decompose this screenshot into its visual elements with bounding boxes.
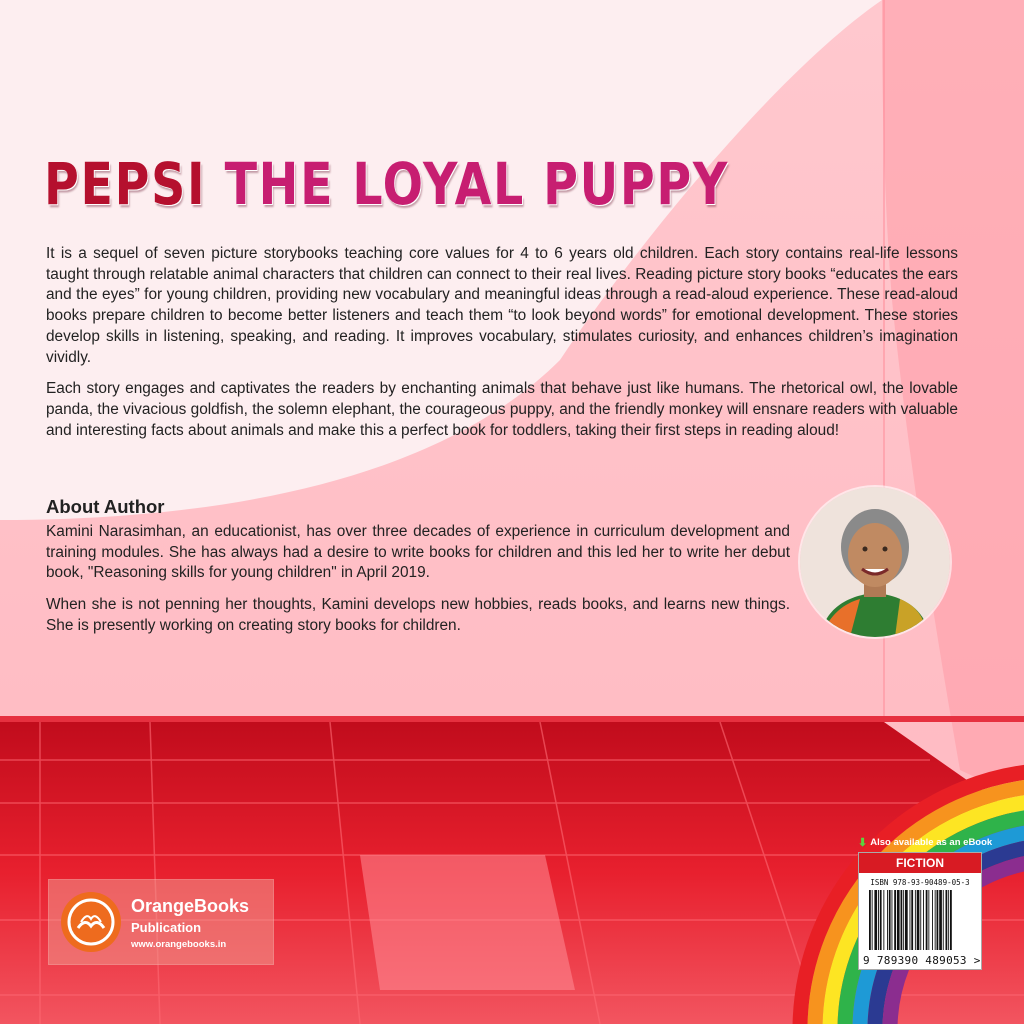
barcode-bars [867, 890, 973, 950]
barcode-number: 9 789390 489053 > [863, 954, 981, 967]
publisher-name: OrangeBooks [131, 896, 250, 916]
download-arrow-icon: ⬇ [858, 837, 868, 849]
book-icon [61, 892, 121, 952]
ebook-note-text: Also available as an eBook [870, 837, 993, 848]
publisher-logo [48, 879, 274, 965]
blurb-paragraph: Each story engages and captivates the readers by enchanting animals that behave just like humans. The rhetorical owl, the lovable panda, the vivacious goldfish, the solemn elephant, the courageous puppy, and the friendly monkey will ensnare readers with valuable and interesting facts about animals and make this a perfect book for toddlers, taking their first steps in reading aloud! [46, 380, 958, 439]
title-part-pepsi: PEPSI [44, 150, 207, 218]
isbn-label: ISBN 978-93-90489-05-3 [870, 878, 970, 887]
title-part-loyal-puppy: THE LOYAL PUPPY [224, 150, 729, 218]
author-photo [800, 487, 950, 637]
author-bio-paragraph: When she is not penning her thoughts, Kamini develops new hobbies, reads books, and learns new things. She is presently working on creating story books for children. [46, 596, 790, 634]
author-bio [46, 522, 790, 648]
author-bio-paragraph: Kamini Narasimhan, an educationist, has over three decades of experience in curriculum development and training modules. She has always had a desire to write books for children and this led her to write her debut book, "Reasoning skills for young children" in April 2019. [46, 523, 790, 582]
publisher-subtitle: Publication [131, 920, 202, 935]
ebook-note [858, 836, 992, 849]
book-title [44, 150, 729, 218]
genre-label: FICTION [859, 853, 981, 873]
barcode-block [858, 852, 982, 970]
blurb-paragraph: It is a sequel of seven picture storybooks teaching core values for 4 to 6 years old children. Each story contains real-life lessons taught through relatable animal characters that children can connect to their real lives. Reading picture story books “educates the ears and the eyes” for young children, providing new vocabulary and meaningful ideas through a read-aloud experience. These read-aloud books prepare children to become better listeners and teach them “to look beyond words” for emotional development. These stories develop skills in listening, speaking, and reading. It improves vocabulary, stimulates curiosity, and enhances children’s imagination vividly. [46, 245, 958, 366]
about-author-heading: About Author [46, 496, 165, 517]
book-blurb [46, 244, 958, 452]
publisher-url: www.orangebooks.in [131, 939, 227, 950]
